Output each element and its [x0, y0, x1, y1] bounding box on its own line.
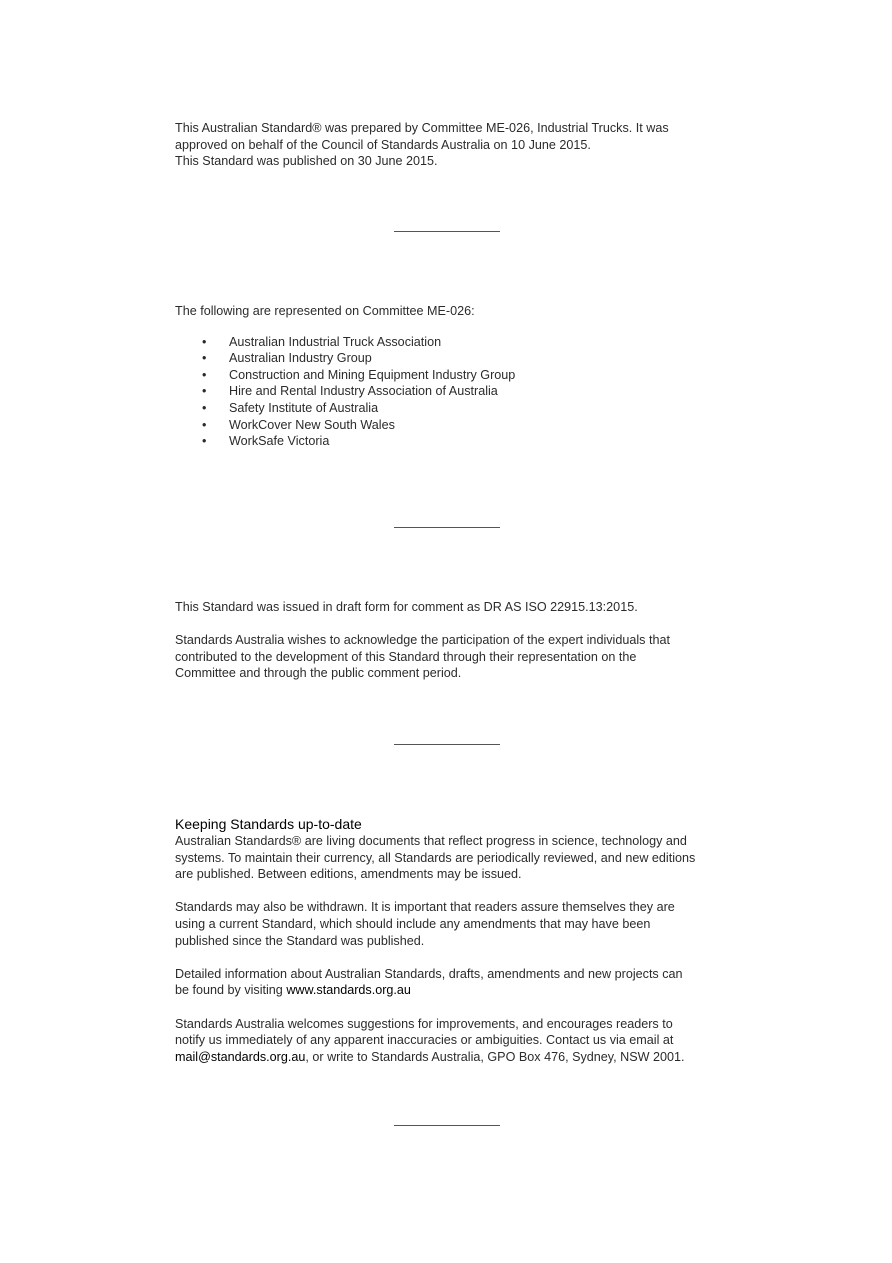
paragraph-line: Detailed information about Australian Standards, drafts, amendments and new projects can [175, 966, 683, 981]
paragraph-line: published since the Standard was published. [175, 933, 425, 948]
committee-member-list [175, 334, 735, 450]
paragraph-text: be found by visiting [175, 983, 287, 998]
paragraph-line: Standards Australia welcomes suggestions for improvements, and encourages readers to [175, 1016, 673, 1031]
committee-section [175, 303, 735, 450]
acknowledgement-line-3: Committee and through the public comment period. [175, 666, 462, 681]
section-divider [394, 527, 500, 528]
acknowledgement-line-1: Standards Australia wishes to acknowledge the participation of the expert individuals that [175, 633, 670, 648]
paragraph-line [175, 982, 735, 999]
approval-line-1: This Australian Standard® was prepared by Committee ME-026, Industrial Trucks. It was [175, 121, 669, 135]
section-divider [394, 1125, 500, 1126]
paragraph-line: using a current Standard, which should include any amendments that may have been [175, 916, 651, 931]
approval-line-2: approved on behalf of the Council of Standards Australia on 10 June 2015. [175, 137, 591, 152]
section-heading: Keeping Standards up-to-date [175, 816, 362, 832]
list-item: • Safety Institute of Australia [175, 400, 735, 417]
paragraph-line: Australian Standards® are living documents that reflect progress in science, technology and [175, 834, 687, 848]
section-divider [394, 744, 500, 745]
acknowledgement-line-2: contributed to the development of this Standard through their representation on the [175, 649, 637, 664]
approval-section [175, 120, 735, 170]
draft-section [175, 599, 735, 682]
email-link[interactable]: mail@standards.org.au [175, 1049, 306, 1064]
publication-date-line: This Standard was published on 30 June 2015. [175, 154, 438, 169]
paragraph-line [175, 1049, 735, 1066]
list-item: • Construction and Mining Equipment Industry Group [175, 367, 735, 384]
paragraph-line: are published. Between editions, amendments may be issued. [175, 867, 522, 882]
keeping-standards-section [175, 816, 735, 1065]
list-item: • Hire and Rental Industry Association of Australia [175, 383, 735, 400]
paragraph-line: systems. To maintain their currency, all Standards are periodically reviewed, and new editions [175, 850, 696, 865]
paragraph-text: , or write to Standards Australia, GPO Box 476, Sydney, NSW 2001. [305, 1049, 685, 1064]
website-link[interactable]: www.standards.org.au [286, 983, 411, 998]
list-item: • WorkSafe Victoria [175, 433, 735, 450]
committee-intro: The following are represented on Committee ME-026: [175, 304, 475, 318]
draft-issued-line: This Standard was issued in draft form for comment as DR AS ISO 22915.13:2015. [175, 600, 638, 614]
list-item: • Australian Industrial Truck Association [175, 334, 735, 351]
paragraph-line: notify us immediately of any apparent inaccuracies or ambiguities. Contact us via email at [175, 1033, 674, 1048]
list-item: • WorkCover New South Wales [175, 417, 735, 434]
paragraph-line: Standards may also be withdrawn. It is important that readers assure themselves they are [175, 900, 675, 915]
section-divider [394, 231, 500, 232]
list-item: • Australian Industry Group [175, 350, 735, 367]
